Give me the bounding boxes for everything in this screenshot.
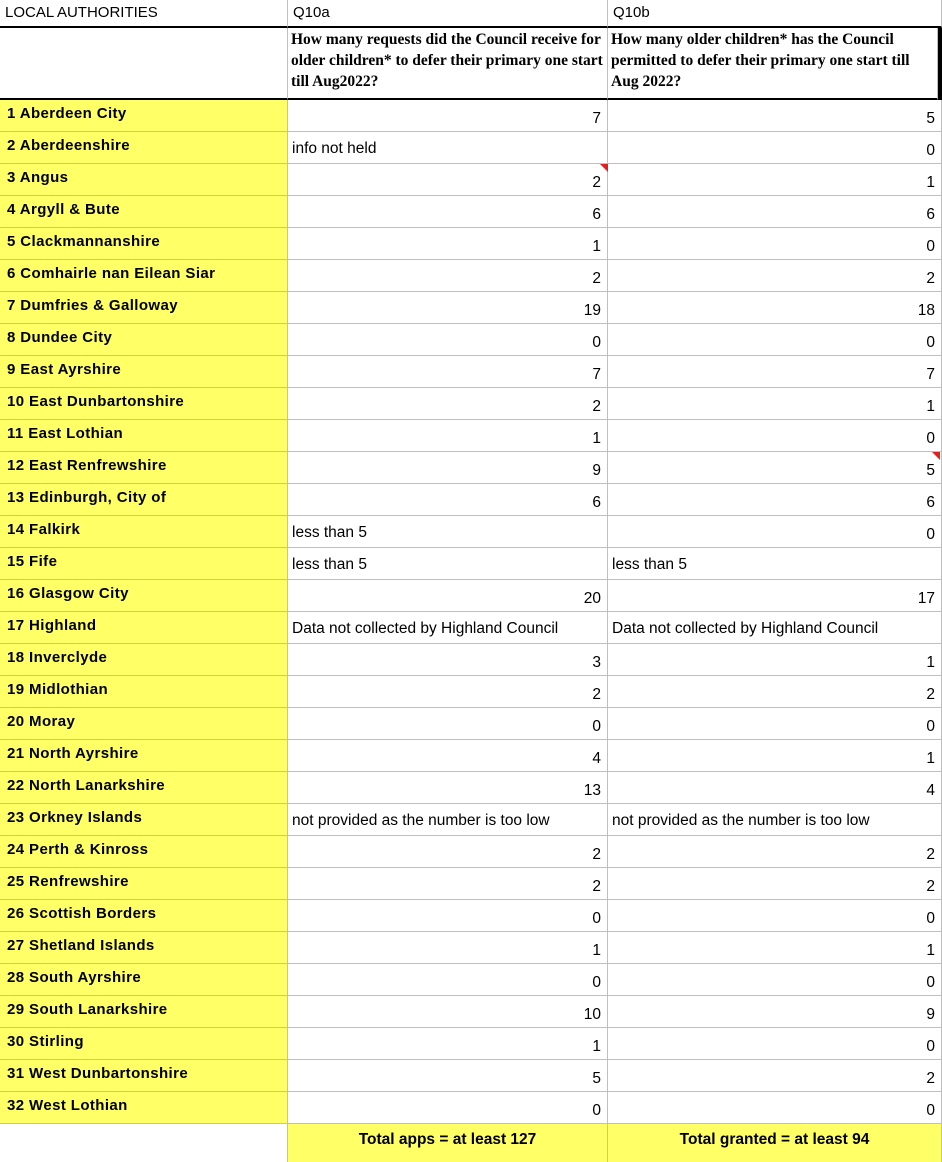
authority-name-cell[interactable]: 28 South Ayrshire	[0, 964, 288, 996]
q10a-value-cell[interactable]: 1	[288, 420, 608, 452]
q10a-value-cell[interactable]: 9	[288, 452, 608, 484]
authority-name-cell[interactable]: 2 Aberdeenshire	[0, 132, 288, 164]
q10a-value-cell[interactable]: 20	[288, 580, 608, 612]
authority-name-cell[interactable]: 29 South Lanarkshire	[0, 996, 288, 1028]
q10b-value-cell[interactable]: 1	[608, 932, 942, 964]
authority-name-cell[interactable]: 9 East Ayrshire	[0, 356, 288, 388]
header-blank-cell[interactable]	[0, 28, 288, 100]
q10a-value-cell[interactable]: 2	[288, 676, 608, 708]
q10b-value-cell[interactable]: 2	[608, 868, 942, 900]
q10b-value-cell[interactable]: 0	[608, 1092, 942, 1124]
total-granted-cell[interactable]: Total granted = at least 94	[608, 1124, 942, 1162]
header-local-authorities[interactable]: LOCAL AUTHORITIES	[0, 0, 288, 28]
q10a-value-cell[interactable]: 0	[288, 964, 608, 996]
authority-name-cell[interactable]: 18 Inverclyde	[0, 644, 288, 676]
q10b-value-cell[interactable]: 6	[608, 484, 942, 516]
authority-name-cell[interactable]: 20 Moray	[0, 708, 288, 740]
q10b-value-cell[interactable]: 4	[608, 772, 942, 804]
q10a-value-cell[interactable]: 7	[288, 356, 608, 388]
q10a-value-cell[interactable]: less than 5	[288, 516, 608, 548]
authority-name-cell[interactable]: 32 West Lothian	[0, 1092, 288, 1124]
authority-name-cell[interactable]: 17 Highland	[0, 612, 288, 644]
authority-name-cell[interactable]: 23 Orkney Islands	[0, 804, 288, 836]
q10a-value-cell[interactable]: Data not collected by Highland Council	[288, 612, 608, 644]
authority-name-cell[interactable]: 11 East Lothian	[0, 420, 288, 452]
q10a-value-cell[interactable]: 0	[288, 708, 608, 740]
q10b-value-cell[interactable]: 1	[608, 164, 942, 196]
q10a-value-cell[interactable]: less than 5	[288, 548, 608, 580]
totals-blank-cell[interactable]	[0, 1124, 288, 1162]
authority-name-cell[interactable]: 25 Renfrewshire	[0, 868, 288, 900]
authority-name-cell[interactable]: 6 Comhairle nan Eilean Siar	[0, 260, 288, 292]
total-apps-cell[interactable]: Total apps = at least 127	[288, 1124, 608, 1162]
authority-name-cell[interactable]: 16 Glasgow City	[0, 580, 288, 612]
q10b-value-cell[interactable]: 0	[608, 228, 942, 260]
q10a-value-cell[interactable]: 6	[288, 484, 608, 516]
header-border-right	[938, 28, 942, 100]
authority-name-cell[interactable]: 14 Falkirk	[0, 516, 288, 548]
authority-name-cell[interactable]: 10 East Dunbartonshire	[0, 388, 288, 420]
q10b-value-cell[interactable]: 1	[608, 644, 942, 676]
authority-name-cell[interactable]: 26 Scottish Borders	[0, 900, 288, 932]
q10b-value-cell[interactable]: 17	[608, 580, 942, 612]
authority-name-cell[interactable]: 31 West Dunbartonshire	[0, 1060, 288, 1092]
comment-marker-icon[interactable]	[932, 452, 940, 460]
authority-name-cell[interactable]: 13 Edinburgh, City of	[0, 484, 288, 516]
q10a-value-cell[interactable]: not provided as the number is too low	[288, 804, 608, 836]
q10a-value-cell[interactable]: 2	[288, 260, 608, 292]
authority-name-cell[interactable]: 27 Shetland Islands	[0, 932, 288, 964]
authority-name-cell[interactable]: 22 North Lanarkshire	[0, 772, 288, 804]
q10b-value-cell[interactable]: 0	[608, 420, 942, 452]
q10a-value-cell[interactable]: 2	[288, 868, 608, 900]
q10b-value-cell[interactable]: 0	[608, 964, 942, 996]
q10a-value-cell[interactable]: 5	[288, 1060, 608, 1092]
q10a-value-cell[interactable]: 6	[288, 196, 608, 228]
q10b-value-cell[interactable]: 0	[608, 900, 942, 932]
comment-marker-icon[interactable]	[600, 164, 608, 172]
q10b-value-cell[interactable]: 0	[608, 132, 942, 164]
q10b-value-cell[interactable]: 0	[608, 708, 942, 740]
q10b-value-cell[interactable]: 2	[608, 676, 942, 708]
authority-name-cell[interactable]: 8 Dundee City	[0, 324, 288, 356]
q10a-value-cell[interactable]: 0	[288, 324, 608, 356]
q10a-value-cell[interactable]: 7	[288, 100, 608, 132]
q10b-value-cell[interactable]: 2	[608, 836, 942, 868]
q10b-value-cell[interactable]: 5	[608, 100, 942, 132]
authority-name-cell[interactable]: 12 East Renfrewshire	[0, 452, 288, 484]
question-q10b[interactable]: How many older children* has the Council permitted to defer their primary one start till Aug 2022?	[608, 28, 938, 100]
authority-name-cell[interactable]: 3 Angus	[0, 164, 288, 196]
authority-name-cell[interactable]: 5 Clackmannanshire	[0, 228, 288, 260]
authority-name-cell[interactable]: 7 Dumfries & Galloway	[0, 292, 288, 324]
q10a-value-cell[interactable]: 2	[288, 164, 608, 196]
q10b-value-cell[interactable]: not provided as the number is too low	[608, 804, 942, 836]
q10a-value-cell[interactable]: 13	[288, 772, 608, 804]
q10b-value-cell[interactable]: 2	[608, 1060, 942, 1092]
q10b-value-cell[interactable]: 7	[608, 356, 942, 388]
q10a-value-cell[interactable]: 1	[288, 228, 608, 260]
header-q10b[interactable]: Q10b	[608, 0, 942, 28]
authority-name-cell[interactable]: 21 North Ayrshire	[0, 740, 288, 772]
q10a-value-cell[interactable]: 0	[288, 900, 608, 932]
q10a-value-cell[interactable]: 19	[288, 292, 608, 324]
q10b-value-cell[interactable]: 9	[608, 996, 942, 1028]
authority-name-cell[interactable]: 19 Midlothian	[0, 676, 288, 708]
q10a-value-cell[interactable]: 0	[288, 1092, 608, 1124]
authority-name-cell[interactable]: 4 Argyll & Bute	[0, 196, 288, 228]
q10b-value-cell[interactable]: 0	[608, 1028, 942, 1060]
q10b-value-cell[interactable]: 6	[608, 196, 942, 228]
authority-name-cell[interactable]: 15 Fife	[0, 548, 288, 580]
q10b-value-cell[interactable]: 5	[608, 452, 942, 484]
q10a-value-cell[interactable]: 1	[288, 932, 608, 964]
q10a-value-cell[interactable]: info not held	[288, 132, 608, 164]
q10b-value-cell[interactable]: 1	[608, 740, 942, 772]
header-q10a[interactable]: Q10a	[288, 0, 608, 28]
authority-name-cell[interactable]: 1 Aberdeen City	[0, 100, 288, 132]
q10b-value-cell[interactable]: 18	[608, 292, 942, 324]
q10b-value-cell[interactable]: 2	[608, 260, 942, 292]
q10a-value-cell[interactable]: 2	[288, 388, 608, 420]
q10a-value-cell[interactable]: 1	[288, 1028, 608, 1060]
q10b-value-cell[interactable]: less than 5	[608, 548, 942, 580]
q10a-value-cell[interactable]: 10	[288, 996, 608, 1028]
q10b-value-cell[interactable]: 0	[608, 324, 942, 356]
q10b-value-cell[interactable]: 0	[608, 516, 942, 548]
q10a-value-cell[interactable]: 3	[288, 644, 608, 676]
authority-name-cell[interactable]: 30 Stirling	[0, 1028, 288, 1060]
question-q10a[interactable]: How many requests did the Council receive for older children* to defer their primary one start till Aug2022?	[288, 28, 608, 100]
authority-name-cell[interactable]: 24 Perth & Kinross	[0, 836, 288, 868]
q10b-value-cell[interactable]: Data not collected by Highland Council	[608, 612, 942, 644]
q10b-value-cell[interactable]: 1	[608, 388, 942, 420]
q10a-value-cell[interactable]: 4	[288, 740, 608, 772]
q10a-value-cell[interactable]: 2	[288, 836, 608, 868]
